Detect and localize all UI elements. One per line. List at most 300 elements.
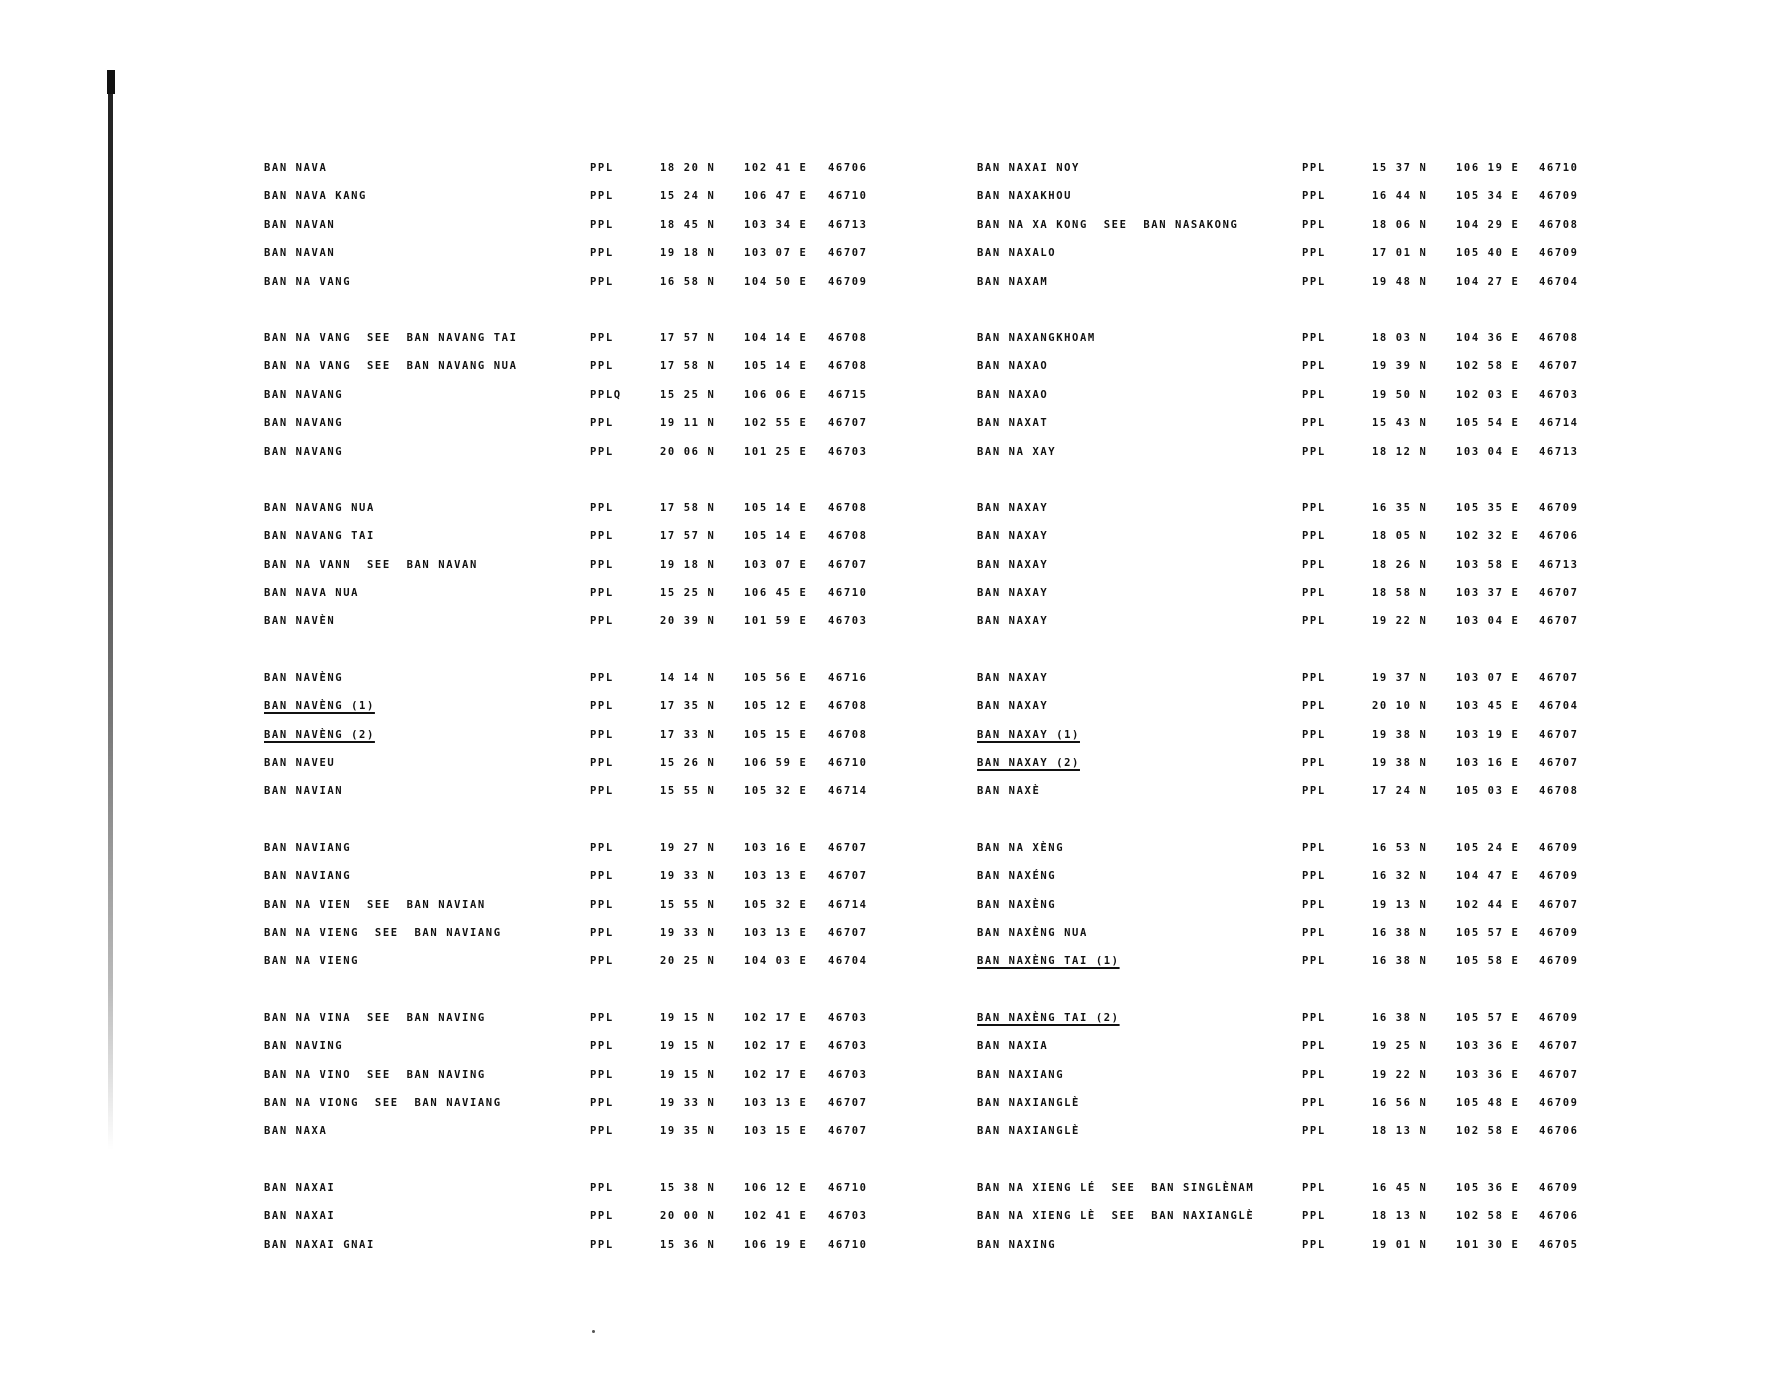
feature-type: PPL (1302, 587, 1326, 600)
feature-type: PPL (590, 926, 614, 939)
feature-type: PPL (1302, 360, 1326, 373)
longitude: 103 16 E (1456, 757, 1520, 770)
place-name: BAN NAVÈNG (264, 671, 344, 684)
longitude: 105 54 E (1456, 417, 1520, 430)
place-name: BAN NAXANGKHOAM (977, 331, 1096, 344)
place-name: BAN NAVANG (264, 417, 344, 430)
map-code: 46709 (1539, 1096, 1579, 1109)
scan-speck (592, 1330, 595, 1333)
latitude: 16 32 N (1372, 870, 1428, 883)
latitude: 19 33 N (660, 1096, 716, 1109)
longitude: 106 47 E (744, 190, 808, 203)
longitude: 105 57 E (1456, 926, 1520, 939)
latitude: 20 25 N (660, 955, 716, 968)
place-name: BAN NAVIAN (264, 785, 344, 798)
latitude: 20 10 N (1372, 700, 1428, 713)
place-name: BAN NAVIANG (264, 841, 352, 854)
latitude: 19 27 N (660, 841, 716, 854)
place-name: BAN NAVANG (264, 388, 344, 401)
feature-type: PPL (590, 1068, 614, 1081)
latitude: 19 22 N (1372, 1068, 1428, 1081)
place-name: BAN NAXAI (264, 1181, 336, 1194)
map-code: 46706 (1539, 530, 1579, 543)
place-name: BAN NA VANG (264, 275, 352, 288)
feature-type: PPL (1302, 331, 1326, 344)
latitude: 19 25 N (1372, 1040, 1428, 1053)
feature-type: PPL (590, 587, 614, 600)
map-code: 46708 (1539, 331, 1579, 344)
map-code: 46714 (1539, 417, 1579, 430)
latitude: 16 45 N (1372, 1181, 1428, 1194)
longitude: 102 58 E (1456, 360, 1520, 373)
map-code: 46708 (828, 700, 868, 713)
longitude: 105 40 E (1456, 247, 1520, 260)
place-name: BAN NA VANG SEE BAN NAVANG TAI (264, 331, 518, 344)
longitude: 102 17 E (744, 1040, 808, 1053)
latitude: 17 35 N (660, 700, 716, 713)
longitude: 103 16 E (744, 841, 808, 854)
map-code: 46715 (828, 388, 868, 401)
map-code: 46706 (1539, 1125, 1579, 1138)
place-name: BAN NAXAT (977, 417, 1049, 430)
place-name: BAN NAXAI NOY (977, 162, 1080, 174)
map-code: 46708 (828, 360, 868, 373)
feature-type: PPL (1302, 898, 1326, 911)
longitude: 104 36 E (1456, 331, 1520, 344)
map-code: 46709 (1539, 870, 1579, 883)
place-name: BAN NAVAN (264, 218, 336, 231)
longitude: 103 04 E (1456, 445, 1520, 458)
latitude: 16 35 N (1372, 501, 1428, 514)
map-code: 46710 (1539, 162, 1579, 174)
map-code: 46706 (1539, 1210, 1579, 1223)
map-code: 46706 (828, 162, 868, 174)
feature-type: PPL (590, 671, 614, 684)
place-name: BAN NA VIENG (264, 955, 360, 968)
map-code: 46710 (828, 190, 868, 203)
map-code: 46703 (828, 1011, 868, 1024)
longitude: 102 17 E (744, 1068, 808, 1081)
map-code: 46709 (828, 275, 868, 288)
longitude: 105 03 E (1456, 785, 1520, 798)
map-code: 46707 (1539, 587, 1579, 600)
latitude: 15 25 N (660, 388, 716, 401)
longitude: 105 58 E (1456, 955, 1520, 968)
place-name: BAN NAVÈNG (2) (264, 728, 375, 741)
latitude: 19 33 N (660, 870, 716, 883)
latitude: 17 01 N (1372, 247, 1428, 260)
map-code: 46707 (828, 417, 868, 430)
feature-type: PPL (1302, 445, 1326, 458)
map-code: 46703 (828, 1068, 868, 1081)
feature-type: PPL (1302, 247, 1326, 260)
place-name: BAN NAXIANGLÈ (977, 1096, 1080, 1109)
longitude: 102 32 E (1456, 530, 1520, 543)
map-code: 46707 (828, 247, 868, 260)
map-code: 46707 (828, 558, 868, 571)
place-name: BAN NAXAY (2) (977, 757, 1080, 770)
latitude: 18 26 N (1372, 558, 1428, 571)
place-name: BAN NA VINA SEE BAN NAVING (264, 1011, 486, 1024)
longitude: 105 34 E (1456, 190, 1520, 203)
latitude: 15 43 N (1372, 417, 1428, 430)
latitude: 20 39 N (660, 615, 716, 628)
map-code: 46705 (1539, 1238, 1579, 1251)
map-code: 46707 (1539, 1068, 1579, 1081)
latitude: 15 24 N (660, 190, 716, 203)
place-name: BAN NA VIENG SEE BAN NAVIANG (264, 926, 502, 939)
map-code: 46713 (1539, 445, 1579, 458)
longitude: 104 47 E (1456, 870, 1520, 883)
map-code: 46709 (1539, 1011, 1579, 1024)
latitude: 18 13 N (1372, 1125, 1428, 1138)
latitude: 15 25 N (660, 587, 716, 600)
latitude: 19 15 N (660, 1040, 716, 1053)
longitude: 102 41 E (744, 162, 808, 174)
longitude: 103 15 E (744, 1125, 808, 1138)
feature-type: PPL (1302, 1096, 1326, 1109)
latitude: 17 33 N (660, 728, 716, 741)
feature-type: PPL (1302, 841, 1326, 854)
map-code: 46707 (828, 1125, 868, 1138)
feature-type: PPL (590, 615, 614, 628)
map-code: 46707 (1539, 1040, 1579, 1053)
map-code: 46703 (828, 1210, 868, 1223)
longitude: 104 50 E (744, 275, 808, 288)
map-code: 46710 (828, 1181, 868, 1194)
place-name: BAN NAVING (264, 1040, 344, 1053)
feature-type: PPL (590, 955, 614, 968)
place-name: BAN NAXAM (977, 275, 1049, 288)
map-code: 46704 (1539, 275, 1579, 288)
longitude: 103 36 E (1456, 1040, 1520, 1053)
map-code: 46708 (1539, 218, 1579, 231)
feature-type: PPL (1302, 417, 1326, 430)
longitude: 101 30 E (1456, 1238, 1520, 1251)
place-name: BAN NA VIONG SEE BAN NAVIANG (264, 1096, 502, 1109)
map-code: 46708 (828, 331, 868, 344)
feature-type: PPL (1302, 275, 1326, 288)
latitude: 18 13 N (1372, 1210, 1428, 1223)
map-code: 46707 (1539, 671, 1579, 684)
place-name: BAN NAXÈNG TAI (2) (977, 1011, 1120, 1024)
place-name: BAN NAXA (264, 1125, 328, 1138)
longitude: 104 27 E (1456, 275, 1520, 288)
map-code: 46707 (1539, 898, 1579, 911)
longitude: 103 58 E (1456, 558, 1520, 571)
map-code: 46707 (1539, 360, 1579, 373)
feature-type: PPL (1302, 530, 1326, 543)
longitude: 101 59 E (744, 615, 808, 628)
longitude: 105 14 E (744, 530, 808, 543)
latitude: 17 58 N (660, 501, 716, 514)
longitude: 105 32 E (744, 898, 808, 911)
map-code: 46709 (1539, 1181, 1579, 1194)
map-code: 46707 (1539, 615, 1579, 628)
feature-type: PPL (590, 445, 614, 458)
latitude: 19 18 N (660, 558, 716, 571)
longitude: 103 13 E (744, 870, 808, 883)
feature-type: PPL (590, 1011, 614, 1024)
feature-type: PPL (1302, 671, 1326, 684)
latitude: 15 37 N (1372, 162, 1428, 174)
map-code: 46716 (828, 671, 868, 684)
latitude: 17 57 N (660, 331, 716, 344)
feature-type: PPL (590, 700, 614, 713)
latitude: 19 38 N (1372, 728, 1428, 741)
latitude: 17 24 N (1372, 785, 1428, 798)
map-code: 46709 (1539, 841, 1579, 854)
map-code: 46709 (1539, 955, 1579, 968)
place-name: BAN NAVÈNG (1) (264, 700, 375, 713)
longitude: 102 03 E (1456, 388, 1520, 401)
place-name: BAN NAXAY (1) (977, 728, 1080, 741)
latitude: 16 58 N (660, 275, 716, 288)
map-code: 46710 (828, 1238, 868, 1251)
map-code: 46710 (828, 757, 868, 770)
latitude: 16 44 N (1372, 190, 1428, 203)
feature-type: PPL (590, 870, 614, 883)
feature-type: PPL (590, 785, 614, 798)
longitude: 101 25 E (744, 445, 808, 458)
feature-type: PPL (1302, 870, 1326, 883)
place-name: BAN NA VIEN SEE BAN NAVIAN (264, 898, 486, 911)
longitude: 105 35 E (1456, 501, 1520, 514)
feature-type: PPL (590, 757, 614, 770)
place-name: BAN NA VINO SEE BAN NAVING (264, 1068, 486, 1081)
longitude: 102 55 E (744, 417, 808, 430)
place-name: BAN NAXAY (977, 530, 1049, 543)
map-code: 46709 (1539, 247, 1579, 260)
feature-type: PPL (590, 558, 614, 571)
feature-type: PPL (590, 360, 614, 373)
longitude: 105 48 E (1456, 1096, 1520, 1109)
place-name: BAN NAVA (264, 162, 328, 174)
longitude: 105 14 E (744, 501, 808, 514)
map-code: 46714 (828, 898, 868, 911)
feature-type: PPL (590, 417, 614, 430)
map-code: 46703 (1539, 388, 1579, 401)
feature-type: PPL (1302, 388, 1326, 401)
place-name: BAN NAXÈ (977, 785, 1041, 798)
feature-type: PPL (590, 841, 614, 854)
place-name: BAN NAXALO (977, 247, 1057, 260)
feature-type: PPL (1302, 1210, 1326, 1223)
place-name: BAN NAVA KANG (264, 190, 367, 203)
place-name: BAN NA XA KONG SEE BAN NASAKONG (977, 218, 1239, 231)
place-name: BAN NA VANN SEE BAN NAVAN (264, 558, 478, 571)
map-code: 46709 (1539, 190, 1579, 203)
longitude: 103 07 E (744, 247, 808, 260)
latitude: 18 06 N (1372, 218, 1428, 231)
longitude: 103 04 E (1456, 615, 1520, 628)
place-name: BAN NAVEU (264, 757, 336, 770)
place-name: BAN NAVANG TAI (264, 530, 375, 543)
map-code: 46708 (828, 728, 868, 741)
feature-type: PPL (590, 501, 614, 514)
latitude: 18 58 N (1372, 587, 1428, 600)
feature-type: PPL (1302, 162, 1326, 174)
longitude: 106 06 E (744, 388, 808, 401)
map-code: 46708 (828, 530, 868, 543)
map-code: 46707 (1539, 757, 1579, 770)
longitude: 102 58 E (1456, 1125, 1520, 1138)
latitude: 15 55 N (660, 898, 716, 911)
longitude: 104 29 E (1456, 218, 1520, 231)
latitude: 20 00 N (660, 1210, 716, 1223)
latitude: 19 35 N (660, 1125, 716, 1138)
place-name: BAN NAXING (977, 1238, 1057, 1251)
latitude: 19 38 N (1372, 757, 1428, 770)
feature-type: PPL (1302, 728, 1326, 741)
latitude: 15 38 N (660, 1181, 716, 1194)
feature-type: PPL (590, 728, 614, 741)
feature-type: PPL (590, 218, 614, 231)
map-code: 46704 (1539, 700, 1579, 713)
longitude: 105 24 E (1456, 841, 1520, 854)
map-code: 46707 (828, 1096, 868, 1109)
binding-edge-mark (108, 70, 113, 1150)
map-code: 46704 (828, 955, 868, 968)
place-name: BAN NAXAO (977, 388, 1049, 401)
feature-type: PPL (1302, 1068, 1326, 1081)
latitude: 19 22 N (1372, 615, 1428, 628)
map-code: 46713 (1539, 558, 1579, 571)
place-name: BAN NAVANG (264, 445, 344, 458)
latitude: 19 33 N (660, 926, 716, 939)
feature-type: PPL (590, 331, 614, 344)
feature-type: PPLQ (590, 388, 622, 401)
place-name: BAN NA XIENG LÉ SEE BAN SINGLÈNAM (977, 1181, 1255, 1194)
longitude: 105 12 E (744, 700, 808, 713)
place-name: BAN NAXÈNG TAI (1) (977, 955, 1120, 968)
latitude: 15 36 N (660, 1238, 716, 1251)
feature-type: PPL (590, 1040, 614, 1053)
place-name: BAN NAXAO (977, 360, 1049, 373)
place-name: BAN NAXIA (977, 1040, 1049, 1053)
longitude: 106 45 E (744, 587, 808, 600)
longitude: 103 34 E (744, 218, 808, 231)
latitude: 16 38 N (1372, 1011, 1428, 1024)
longitude: 105 57 E (1456, 1011, 1520, 1024)
feature-type: PPL (1302, 1011, 1326, 1024)
place-name: BAN NA VANG SEE BAN NAVANG NUA (264, 360, 518, 373)
longitude: 103 13 E (744, 1096, 808, 1109)
latitude: 14 14 N (660, 671, 716, 684)
longitude: 106 12 E (744, 1181, 808, 1194)
feature-type: PPL (590, 1238, 614, 1251)
place-name: BAN NAXAI (264, 1210, 336, 1223)
place-name: BAN NAXÉNG (977, 870, 1057, 883)
feature-type: PPL (1302, 1040, 1326, 1053)
feature-type: PPL (590, 530, 614, 543)
latitude: 16 56 N (1372, 1096, 1428, 1109)
latitude: 16 53 N (1372, 841, 1428, 854)
feature-type: PPL (1302, 1125, 1326, 1138)
latitude: 19 13 N (1372, 898, 1428, 911)
latitude: 18 03 N (1372, 331, 1428, 344)
latitude: 19 15 N (660, 1011, 716, 1024)
map-code: 46703 (828, 1040, 868, 1053)
place-name: BAN NAXAY (977, 615, 1049, 628)
longitude: 103 45 E (1456, 700, 1520, 713)
latitude: 18 45 N (660, 218, 716, 231)
feature-type: PPL (1302, 1181, 1326, 1194)
place-name: BAN NAXAKHOU (977, 190, 1073, 203)
longitude: 103 37 E (1456, 587, 1520, 600)
longitude: 103 07 E (744, 558, 808, 571)
feature-type: PPL (590, 162, 614, 174)
feature-type: PPL (1302, 1238, 1326, 1251)
feature-type: PPL (1302, 615, 1326, 628)
map-code: 46708 (828, 501, 868, 514)
longitude: 103 07 E (1456, 671, 1520, 684)
feature-type: PPL (590, 1125, 614, 1138)
place-name: BAN NAVÈN (264, 615, 336, 628)
place-name: BAN NA XIENG LÈ SEE BAN NAXIANGLÈ (977, 1210, 1255, 1223)
longitude: 106 59 E (744, 757, 808, 770)
latitude: 19 01 N (1372, 1238, 1428, 1251)
feature-type: PPL (1302, 955, 1326, 968)
place-name: BAN NAVANG NUA (264, 501, 375, 514)
longitude: 103 13 E (744, 926, 808, 939)
place-name: BAN NAVAN (264, 247, 336, 260)
latitude: 19 50 N (1372, 388, 1428, 401)
latitude: 16 38 N (1372, 955, 1428, 968)
latitude: 17 57 N (660, 530, 716, 543)
map-code: 46708 (1539, 785, 1579, 798)
place-name: BAN NAXÈNG NUA (977, 926, 1088, 939)
feature-type: PPL (1302, 190, 1326, 203)
longitude: 106 19 E (744, 1238, 808, 1251)
place-name: BAN NA XAY (977, 445, 1057, 458)
map-code: 46707 (828, 926, 868, 939)
place-name: BAN NAXAY (977, 700, 1049, 713)
longitude: 105 14 E (744, 360, 808, 373)
latitude: 19 37 N (1372, 671, 1428, 684)
map-code: 46709 (1539, 501, 1579, 514)
latitude: 18 05 N (1372, 530, 1428, 543)
place-name: BAN NAXIANG (977, 1068, 1065, 1081)
longitude: 105 15 E (744, 728, 808, 741)
longitude: 102 58 E (1456, 1210, 1520, 1223)
latitude: 19 18 N (660, 247, 716, 260)
latitude: 18 12 N (1372, 445, 1428, 458)
feature-type: PPL (1302, 501, 1326, 514)
longitude: 104 14 E (744, 331, 808, 344)
latitude: 15 26 N (660, 757, 716, 770)
feature-type: PPL (590, 1096, 614, 1109)
latitude: 18 20 N (660, 162, 716, 174)
longitude: 105 32 E (744, 785, 808, 798)
latitude: 16 38 N (1372, 926, 1428, 939)
feature-type: PPL (590, 1210, 614, 1223)
feature-type: PPL (1302, 926, 1326, 939)
longitude: 102 41 E (744, 1210, 808, 1223)
feature-type: PPL (1302, 700, 1326, 713)
longitude: 102 17 E (744, 1011, 808, 1024)
longitude: 104 03 E (744, 955, 808, 968)
place-name: BAN NAVA NUA (264, 587, 360, 600)
feature-type: PPL (590, 275, 614, 288)
map-code: 46703 (828, 615, 868, 628)
feature-type: PPL (590, 247, 614, 260)
map-code: 46713 (828, 218, 868, 231)
map-code: 46710 (828, 587, 868, 600)
feature-type: PPL (1302, 757, 1326, 770)
feature-type: PPL (590, 190, 614, 203)
place-name: BAN NAXAY (977, 587, 1049, 600)
